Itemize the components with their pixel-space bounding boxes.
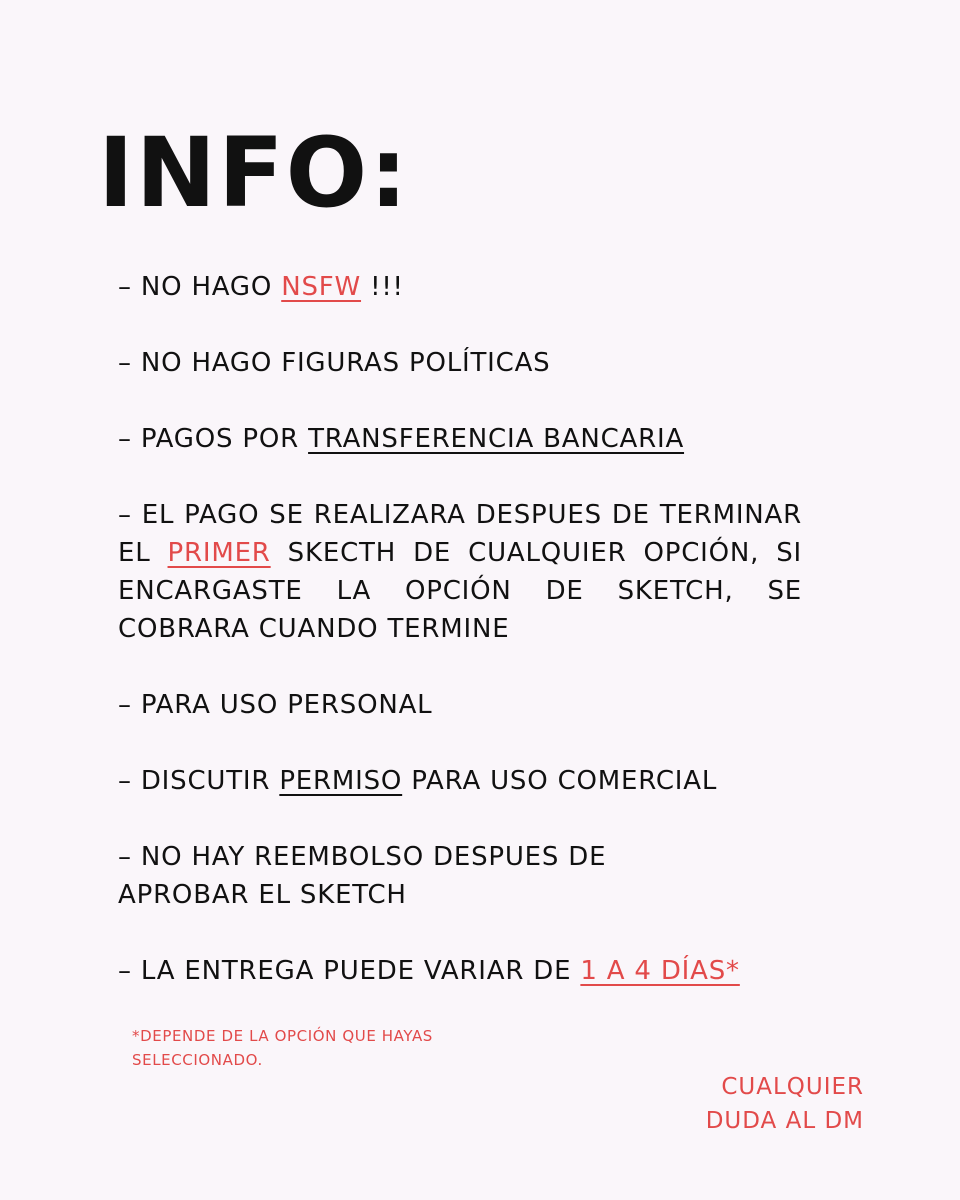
highlight-bank-transfer: TRANSFERENCIA BANCARIA [308,424,685,454]
contact-line-1: CUALQUIER [721,1074,864,1100]
rule-text: – PAGOS POR [118,424,309,454]
highlight-delivery-days: 1 A 4 DÍAS* [580,956,740,986]
contact-line-2: DUDA AL DM [705,1108,864,1134]
rule-no-refund [118,838,802,914]
rule-personal-use [118,686,802,724]
rule-text: – EL PAGO SE REALIZARA DESPUES DE TERMINAR EL [118,500,802,568]
rule-text: – DISCUTIR [118,766,280,796]
rule-text: – NO HAGO FIGURAS POLÍTICAS [118,348,551,378]
rule-payment-timing [118,496,802,648]
page-title: INFO: [98,117,410,229]
rule-text: – LA ENTREGA PUEDE VARIAR DE [118,956,581,986]
contact-note [706,1070,864,1138]
highlight-permiso: PERMISO [279,766,403,796]
rule-no-nsfw [118,268,802,306]
rule-text: – PARA USO PERSONAL [118,690,433,720]
rule-payment-method [118,420,802,458]
rule-commercial-permission [118,762,802,800]
highlight-nsfw: NSFW [281,272,362,302]
rule-no-political [118,344,802,382]
highlight-primer: PRIMER [167,538,271,568]
rule-text-suffix: PARA USO COMERCIAL [402,766,718,796]
rule-text: – NO HAGO [118,272,282,302]
rule-text-suffix: !!! [361,272,404,302]
rule-text: – NO HAY REEMBOLSO DESPUES DE [118,842,607,872]
footnote: *DEPENDE DE LA OPCIÓN QUE HAYAS SELECCIONADO. [132,1027,433,1069]
rule-text-suffix: SKECTH DE CUALQUIER OPCIÓN, SI ENCARGASTE LA OPCIÓN DE SKETCH, SE COBRARA CUANDO TERMINE [118,538,802,644]
rules-list [118,268,802,1028]
rule-delivery-time [118,952,802,990]
rule-text-line2: APROBAR EL SKETCH [118,880,407,910]
